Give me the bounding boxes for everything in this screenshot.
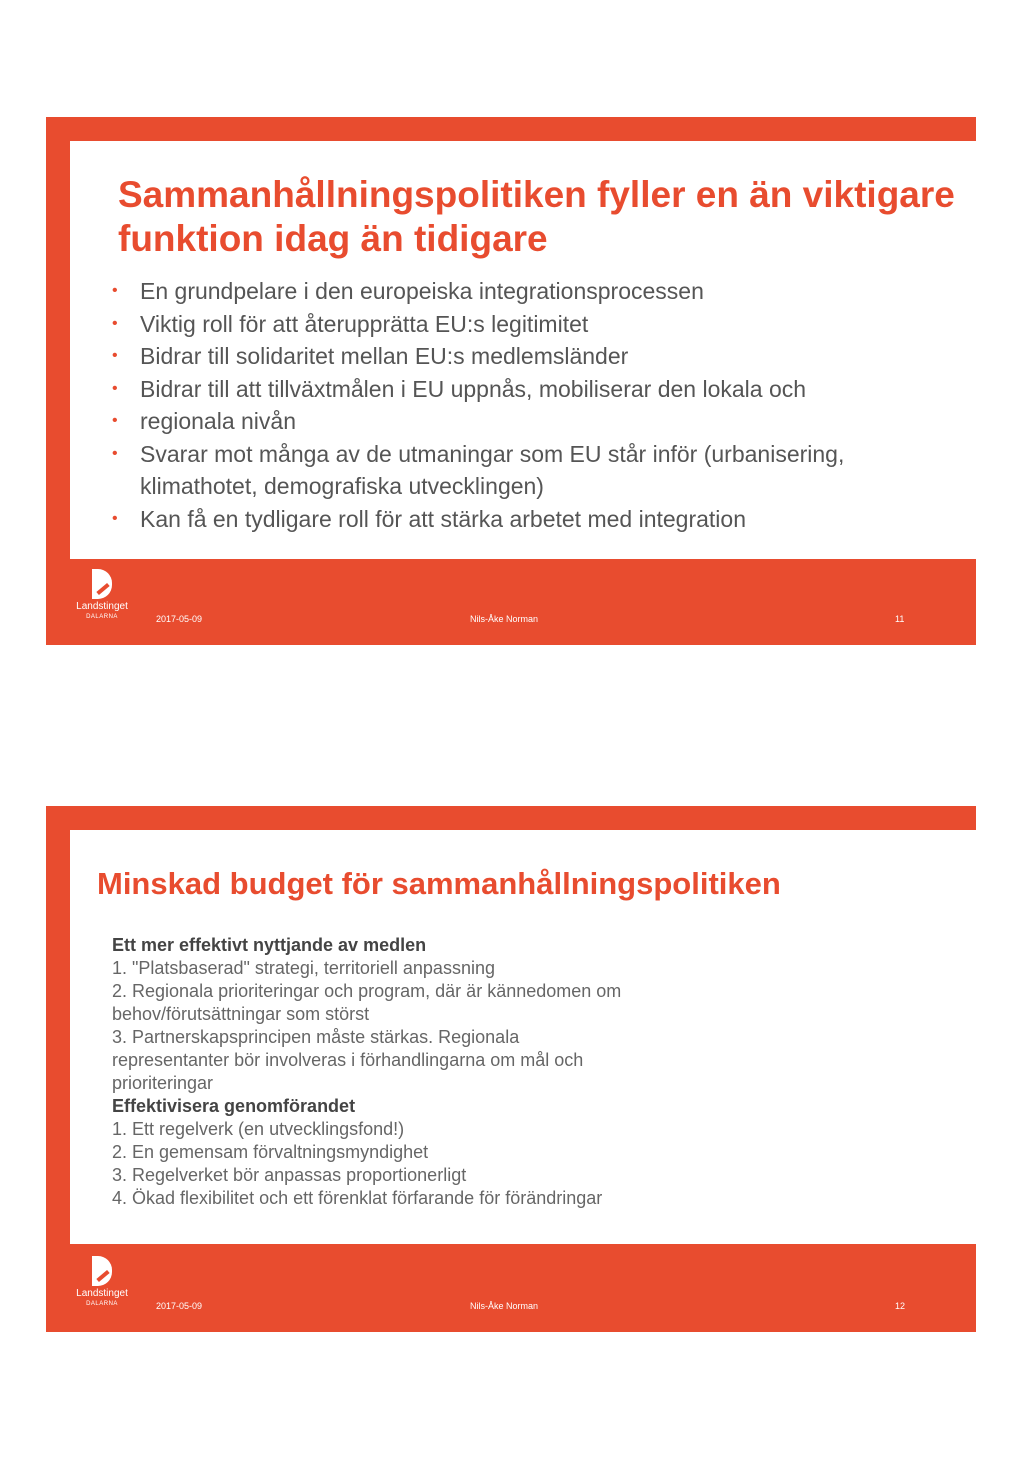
logo-name: Landstinget <box>76 1288 128 1299</box>
slide-footer <box>46 559 976 645</box>
bullet-item: • regionala nivån <box>108 405 968 438</box>
section-heading: Effektivisera genomförandet <box>112 1096 356 1116</box>
body-line: 2. En gemensam förvaltningsmyndighet <box>112 1142 429 1162</box>
body-line: 1. "Platsbaserad" strategi, territoriell anpassning <box>112 958 495 978</box>
footer-page-number: 12 <box>895 1301 906 1311</box>
bullet-item: • Svarar mot många av de utmaningar som EU står inför (urbanisering, klimathotet, demografiska utvecklingen) <box>108 438 968 503</box>
body-line: 3. Regelverket bör anpassas proportionerligt <box>112 1165 467 1185</box>
section-heading: Ett mer effektivt nyttjande av medlen <box>112 935 427 955</box>
landstinget-logo <box>72 569 132 621</box>
bullet-item: • En grundpelare i den europeiska integrationsprocessen <box>108 275 968 308</box>
bullet-list <box>108 275 968 535</box>
bullet-item: • Kan få en tydligare roll för att stärka arbetet med integration <box>108 503 968 536</box>
slide-title: Sammanhållningspolitiken fyller en än viktigare funktion idag än tidigare <box>118 174 955 259</box>
body-line: 2. Regionala prioriteringar och program, där är kännedomen om <box>112 981 622 1001</box>
footer-date: 2017-05-09 <box>156 614 203 624</box>
logo-name: Landstinget <box>76 601 128 612</box>
slide-footer <box>46 1246 976 1332</box>
bullet-item: • Bidrar till att tillväxtmålen i EU uppnås, mobiliserar den lokala och <box>108 373 968 406</box>
slide-11 <box>46 117 976 645</box>
slide-title: Minskad budget för sammanhållningspolitiken <box>97 866 781 901</box>
footer-date: 2017-05-09 <box>156 1301 203 1311</box>
footer-page-number: 11 <box>895 614 905 624</box>
logo-icon <box>92 569 112 599</box>
logo-subtitle: DALARNA <box>86 1301 118 1307</box>
logo-icon <box>92 1256 112 1286</box>
body-line: 3. Partnerskapsprincipen måste stärkas. Regionala <box>112 1027 520 1047</box>
slide-content-area <box>70 141 976 559</box>
bullet-item: • Bidrar till solidaritet mellan EU:s medlemsländer <box>108 340 968 373</box>
slide-content-area <box>70 830 976 1244</box>
bullet-item: • Viktig roll för att återupprätta EU:s legitimitet <box>108 308 968 341</box>
landstinget-logo <box>72 1256 132 1308</box>
body-line: behov/förutsättningar som störst <box>112 1004 370 1024</box>
footer-author: Nils-Åke Norman <box>470 1301 539 1311</box>
slide-body <box>112 934 812 1210</box>
footer-author: Nils-Åke Norman <box>470 614 539 624</box>
logo-subtitle: DALARNA <box>86 614 118 620</box>
body-line: prioriteringar <box>112 1073 214 1093</box>
body-line: 1. Ett regelverk (en utvecklingsfond!) <box>112 1119 405 1139</box>
body-line: 4. Ökad flexibilitet och ett förenklat förfarande för förändringar <box>112 1188 603 1208</box>
body-line: representanter bör involveras i förhandlingarna om mål och <box>112 1050 584 1070</box>
slide-12 <box>46 806 976 1332</box>
